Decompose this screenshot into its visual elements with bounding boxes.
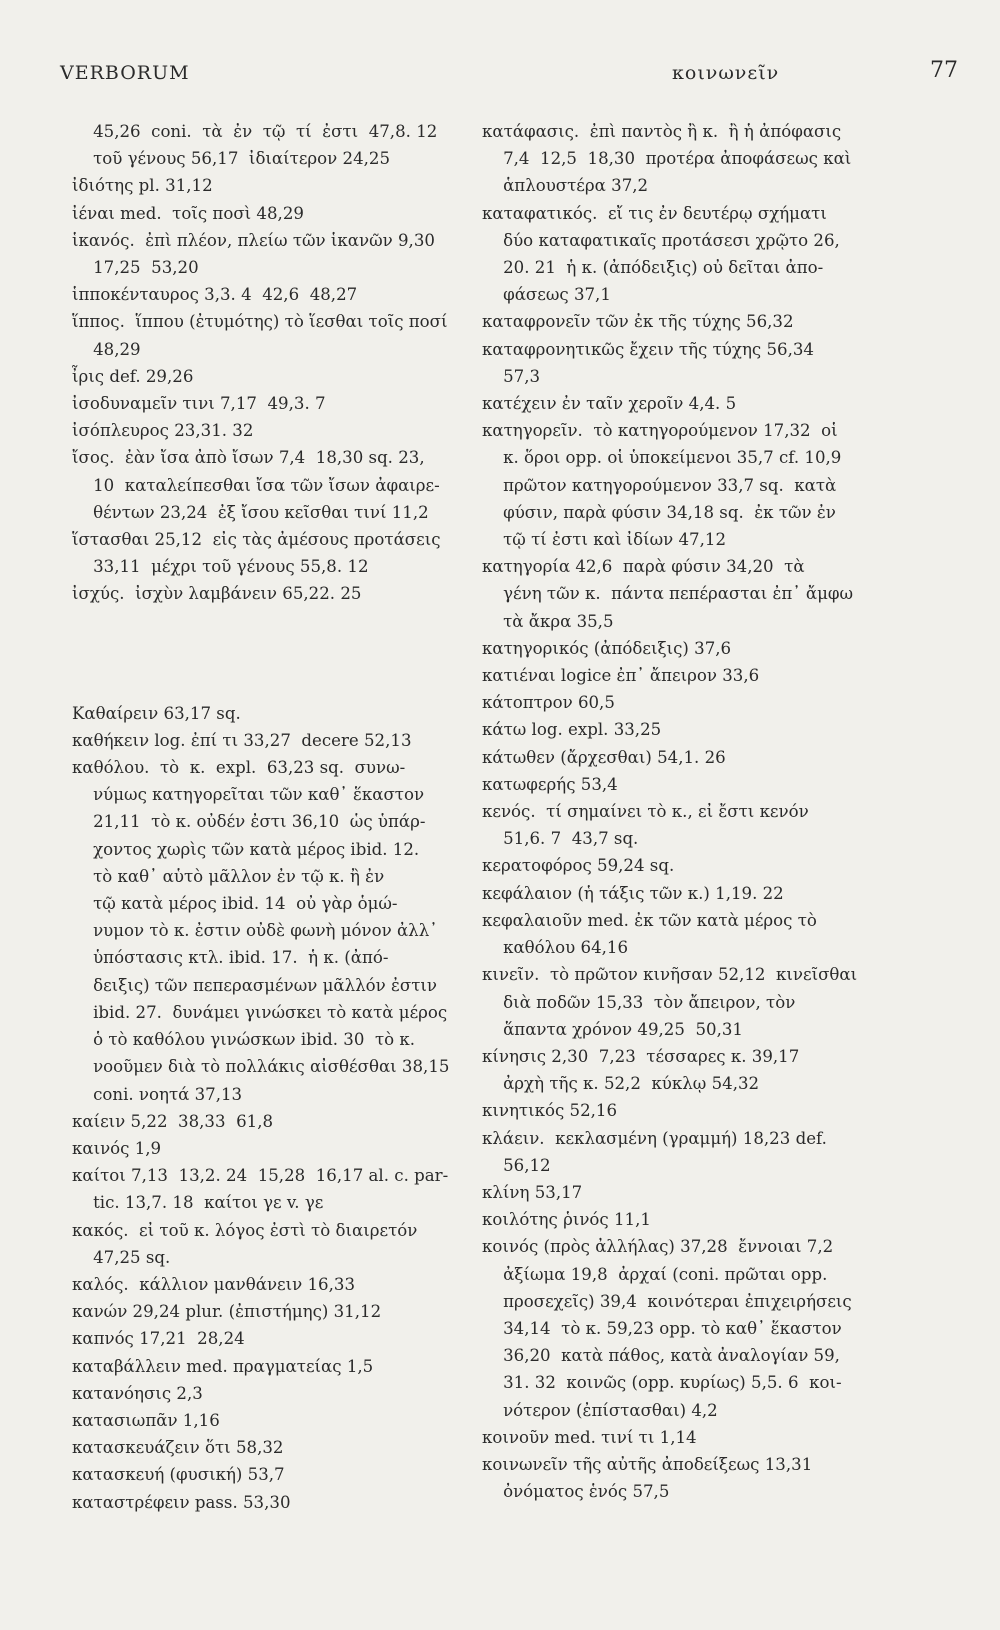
index-line: καθόλου 64,16 bbox=[482, 938, 629, 958]
index-line: νύμως κατηγορεῖται τῶν καθ᾽ ἕκαστον bbox=[72, 785, 425, 805]
index-line: τῷ τί ἐστι καὶ ἰδίων 47,12 bbox=[482, 530, 726, 550]
index-line: ἰέναι med. τοῖς ποσὶ 48,29 bbox=[72, 203, 304, 223]
index-line: καθήκειν log. ἐπί τι 33,27 decere 52,13 bbox=[72, 730, 412, 750]
index-line: κάτοπτρον 60,5 bbox=[482, 693, 615, 713]
index-line: κατέχειν ἐν ταῖν χεροῖν 4,4. 5 bbox=[482, 394, 737, 414]
index-line: θέντων 23,24 ἐξ ἴσου κεῖσθαι τινί 11,2 bbox=[72, 502, 429, 522]
index-line: 57,3 bbox=[482, 366, 541, 386]
index-line: δειξις) τῶν πεπερασμένων μᾶλλόν ἐστιν bbox=[72, 975, 437, 995]
index-line: κατασιωπᾶν 1,16 bbox=[72, 1410, 220, 1430]
index-line: κακός. εἰ τοῦ κ. λόγος ἐστὶ τὸ διαιρετόν bbox=[72, 1220, 418, 1240]
index-line: ὁ τὸ καθόλου γινώσκων ibid. 30 τὸ κ. bbox=[72, 1030, 416, 1050]
page-number: 77 bbox=[930, 58, 958, 83]
index-line: κοινός (πρὸς ἀλλήλας) 37,28 ἔννοιαι 7,2 bbox=[482, 1237, 834, 1257]
index-line: κερατοφόρος 59,24 sq. bbox=[482, 856, 675, 876]
index-line: νοοῦμεν διὰ τὸ πολλάκις αἰσθέσθαι 38,15 bbox=[72, 1057, 450, 1077]
index-line: κάτωθεν (ἄρχεσθαι) 54,1. 26 bbox=[482, 747, 726, 767]
index-line: καταφρονεῖν τῶν ἐκ τῆς τύχης 56,32 bbox=[482, 312, 794, 332]
index-line: καπνός 17,21 28,24 bbox=[72, 1329, 245, 1349]
index-line: 7,4 12,5 18,30 προτέρα ἀποφάσεως καὶ bbox=[482, 149, 852, 169]
index-line: ἰσοδυναμεῖν τινι 7,17 49,3. 7 bbox=[72, 394, 326, 414]
index-line: ἀρχὴ τῆς κ. 52,2 κύκλῳ 54,32 bbox=[482, 1074, 760, 1094]
index-line: καθόλου. τὸ κ. expl. 63,23 sq. συνω- bbox=[72, 758, 406, 778]
index-line: νότερον (ἐπίστασθαι) 4,2 bbox=[482, 1400, 718, 1420]
index-line: κενός. τί σημαίνει τὸ κ., εἰ ἔστι κενόν bbox=[482, 802, 809, 822]
index-line: καλός. κάλλιον μανθάνειν 16,33 bbox=[72, 1274, 356, 1294]
index-line: κλάειν. κεκλασμένη (γραμμή) 18,23 def. bbox=[482, 1128, 827, 1148]
index-line: κίνησις 2,30 7,23 τέσσαρες κ. 39,17 bbox=[482, 1046, 800, 1066]
index-line: προσεχεῖς) 39,4 κοινότεραι ἐπιχειρήσεις bbox=[482, 1291, 852, 1311]
index-line: δύο καταφατικαῖς προτάσεσι χρῷτο 26, bbox=[482, 230, 840, 250]
index-line: 21,11 τὸ κ. οὐδέν ἐστι 36,10 ὡς ὑπάρ- bbox=[72, 812, 426, 832]
index-line: χοντος χωρὶς τῶν κατὰ μέρος ibid. 12. bbox=[72, 839, 420, 859]
index-line: πρῶτον κατηγορούμενον 33,7 sq. κατὰ bbox=[482, 475, 837, 495]
index-line: ἁπλουστέρα 37,2 bbox=[482, 176, 649, 196]
index-line: tic. 13,7. 18 καίτοι γε v. γε bbox=[72, 1193, 324, 1213]
index-line: ἶρις def. 29,26 bbox=[72, 366, 194, 386]
index-line: 48,29 bbox=[72, 339, 141, 359]
right-column bbox=[482, 118, 882, 1505]
running-head bbox=[60, 58, 958, 92]
index-line: καταφρονητικῶς ἔχειν τῆς τύχης 56,34 bbox=[482, 339, 814, 359]
index-line: 20. 21 ἡ κ. (ἀπόδειξις) οὐ δεῖται ἀπο- bbox=[482, 258, 824, 278]
index-line: ὀνόματος ἑνός 57,5 bbox=[482, 1482, 670, 1502]
index-line: ὑπόστασις κτλ. ibid. 17. ἡ κ. (ἀπό- bbox=[72, 948, 389, 968]
index-line: 17,25 53,20 bbox=[72, 258, 199, 278]
index-line: καίτοι 7,13 13,2. 24 15,28 16,17 al. c. par- bbox=[72, 1166, 449, 1186]
index-line: καταστρέφειν pass. 53,30 bbox=[72, 1492, 291, 1512]
index-line: κατάφασις. ἐπὶ παντὸς ἢ κ. ἢ ἡ ἀπόφασις bbox=[482, 122, 842, 141]
index-line: κατωφερής 53,4 bbox=[482, 774, 618, 794]
index-line: κατηγορεῖν. τὸ κατηγορούμενον 17,32 οἱ bbox=[482, 421, 838, 441]
index-line: ἅπαντα χρόνον 49,25 50,31 bbox=[482, 1019, 743, 1039]
index-line: τῷ κατὰ μέρος ibid. 14 οὐ γὰρ ὁμώ- bbox=[72, 894, 398, 914]
index-line: διὰ ποδῶν 15,33 τὸν ἄπειρον, τὸν bbox=[482, 992, 796, 1012]
index-line: κατηγορικός (ἀπόδειξις) 37,6 bbox=[482, 638, 732, 658]
index-line: τὸ καθ᾽ αὑτὸ μᾶλλον ἐν τῷ κ. ἢ ἐν bbox=[72, 866, 385, 886]
index-line: coni. νοητά 37,13 bbox=[72, 1084, 243, 1104]
index-line: ἵππος. ἵππου (ἐτυμότης) τὸ ἵεσθαι τοῖς ποσί bbox=[72, 312, 448, 332]
index-line: ἰσόπλευρος 23,31. 32 bbox=[72, 421, 254, 441]
index-line: 34,14 τὸ κ. 59,23 opp. τὸ καθ᾽ ἕκαστον bbox=[482, 1318, 842, 1338]
index-line: τὰ ἄκρα 35,5 bbox=[482, 611, 614, 631]
index-line: φάσεως 37,1 bbox=[482, 285, 611, 305]
index-line: 51,6. 7 43,7 sq. bbox=[482, 829, 639, 849]
index-line: γένη τῶν κ. πάντα πεπέρασται ἐπ᾽ ἄμφω bbox=[482, 584, 854, 604]
index-line: ἰσχύς. ἰσχὺν λαμβάνειν 65,22. 25 bbox=[72, 584, 362, 604]
index-line: φύσιν, παρὰ φύσιν 34,18 sq. ἐκ τῶν ἐν bbox=[482, 502, 836, 522]
index-line: κατασκευή (φυσική) 53,7 bbox=[72, 1465, 285, 1485]
index-line: κατανόησις 2,3 bbox=[72, 1383, 203, 1403]
index-line: κοιλότης ῥινός 11,1 bbox=[482, 1210, 651, 1230]
index-line: ἵστασθαι 25,12 εἰς τὰς ἀμέσους προτάσεις bbox=[72, 530, 441, 550]
index-line: κατασκευάζειν ὅτι 58,32 bbox=[72, 1438, 284, 1458]
index-line: κοινωνεῖν τῆς αὐτῆς ἀποδείξεως 13,31 bbox=[482, 1454, 813, 1474]
index-line: κινεῖν. τὸ πρῶτον κινῆσαν 52,12 κινεῖσθαι bbox=[482, 965, 858, 985]
index-line: καταφατικός. εἴ τις ἐν δευτέρῳ σχήματι bbox=[482, 203, 827, 223]
index-line: ἀξίωμα 19,8 ἀρχαί (coni. πρῶται opp. bbox=[482, 1264, 828, 1284]
index-line: 10 καταλείπεσθαι ἴσα τῶν ἴσων ἀφαιρε- bbox=[72, 475, 440, 495]
running-head-left: VERBORUM bbox=[60, 62, 190, 84]
index-line: ἱπποκένταυρος 3,3. 4 42,6 48,27 bbox=[72, 285, 358, 305]
index-line: 45,26 coni. τὰ ἐν τῷ τί ἐστι 47,8. 12 bbox=[72, 122, 438, 141]
index-line: 31. 32 κοινῶς (opp. κυρίως) 5,5. 6 κοι- bbox=[482, 1373, 842, 1393]
index-line: καταβάλλειν med. πραγματείας 1,5 bbox=[72, 1356, 374, 1376]
index-line: ἰδιότης pl. 31,12 bbox=[72, 176, 213, 196]
index-line: κατηγορία 42,6 παρὰ φύσιν 34,20 τὰ bbox=[482, 557, 805, 577]
index-line: κάτω log. expl. 33,25 bbox=[482, 720, 662, 740]
index-line: καινός 1,9 bbox=[72, 1138, 162, 1158]
index-line: 56,12 bbox=[482, 1155, 551, 1175]
left-column bbox=[72, 118, 472, 1516]
index-line: καίειν 5,22 38,33 61,8 bbox=[72, 1111, 274, 1131]
index-line: ibid. 27. δυνάμει γινώσκει τὸ κατὰ μέρος bbox=[72, 1002, 448, 1022]
index-line: 47,25 sq. bbox=[72, 1247, 171, 1267]
index-line: κεφαλαιοῦν med. ἐκ τῶν κατὰ μέρος τὸ bbox=[482, 910, 817, 930]
index-line: κανών 29,24 plur. (ἐπιστήμης) 31,12 bbox=[72, 1302, 382, 1322]
index-line: κατιέναι logice ἐπ᾽ ἄπειρον 33,6 bbox=[482, 666, 760, 686]
index-line: 33,11 μέχρι τοῦ γένους 55,8. 12 bbox=[72, 557, 369, 577]
left-column-section-iota bbox=[72, 118, 472, 608]
index-line: κ. ὅροι opp. οἱ ὑποκείμενοι 35,7 cf. 10,9 bbox=[482, 448, 842, 468]
index-line: κεφάλαιον (ἡ τάξις τῶν κ.) 1,19. 22 bbox=[482, 883, 784, 903]
index-line: ἴσος. ἐὰν ἴσα ἀπὸ ἴσων 7,4 18,30 sq. 23, bbox=[72, 448, 425, 468]
index-line: ἱκανός. ἐπὶ πλέον, πλείω τῶν ἱκανῶν 9,30 bbox=[72, 230, 435, 250]
index-line: κινητικός 52,16 bbox=[482, 1101, 618, 1121]
index-line: τοῦ γένους 56,17 ἰδιαίτερον 24,25 bbox=[72, 149, 391, 169]
index-line: νυμον τὸ κ. ἐστιν οὐδὲ φωνὴ μόνον ἀλλ᾽ bbox=[72, 921, 438, 941]
index-line: κλίνη 53,17 bbox=[482, 1182, 583, 1202]
running-head-center: κοινωνεῖν bbox=[672, 62, 780, 84]
section-gap bbox=[72, 608, 472, 700]
index-line: 36,20 κατὰ πάθος, κατὰ ἀναλογίαν 59, bbox=[482, 1346, 840, 1366]
index-line: κοινοῦν med. τινί τι 1,14 bbox=[482, 1427, 697, 1447]
left-column-section-kappa bbox=[72, 700, 472, 1516]
index-line: Καθαίρειν 63,17 sq. bbox=[72, 703, 241, 723]
